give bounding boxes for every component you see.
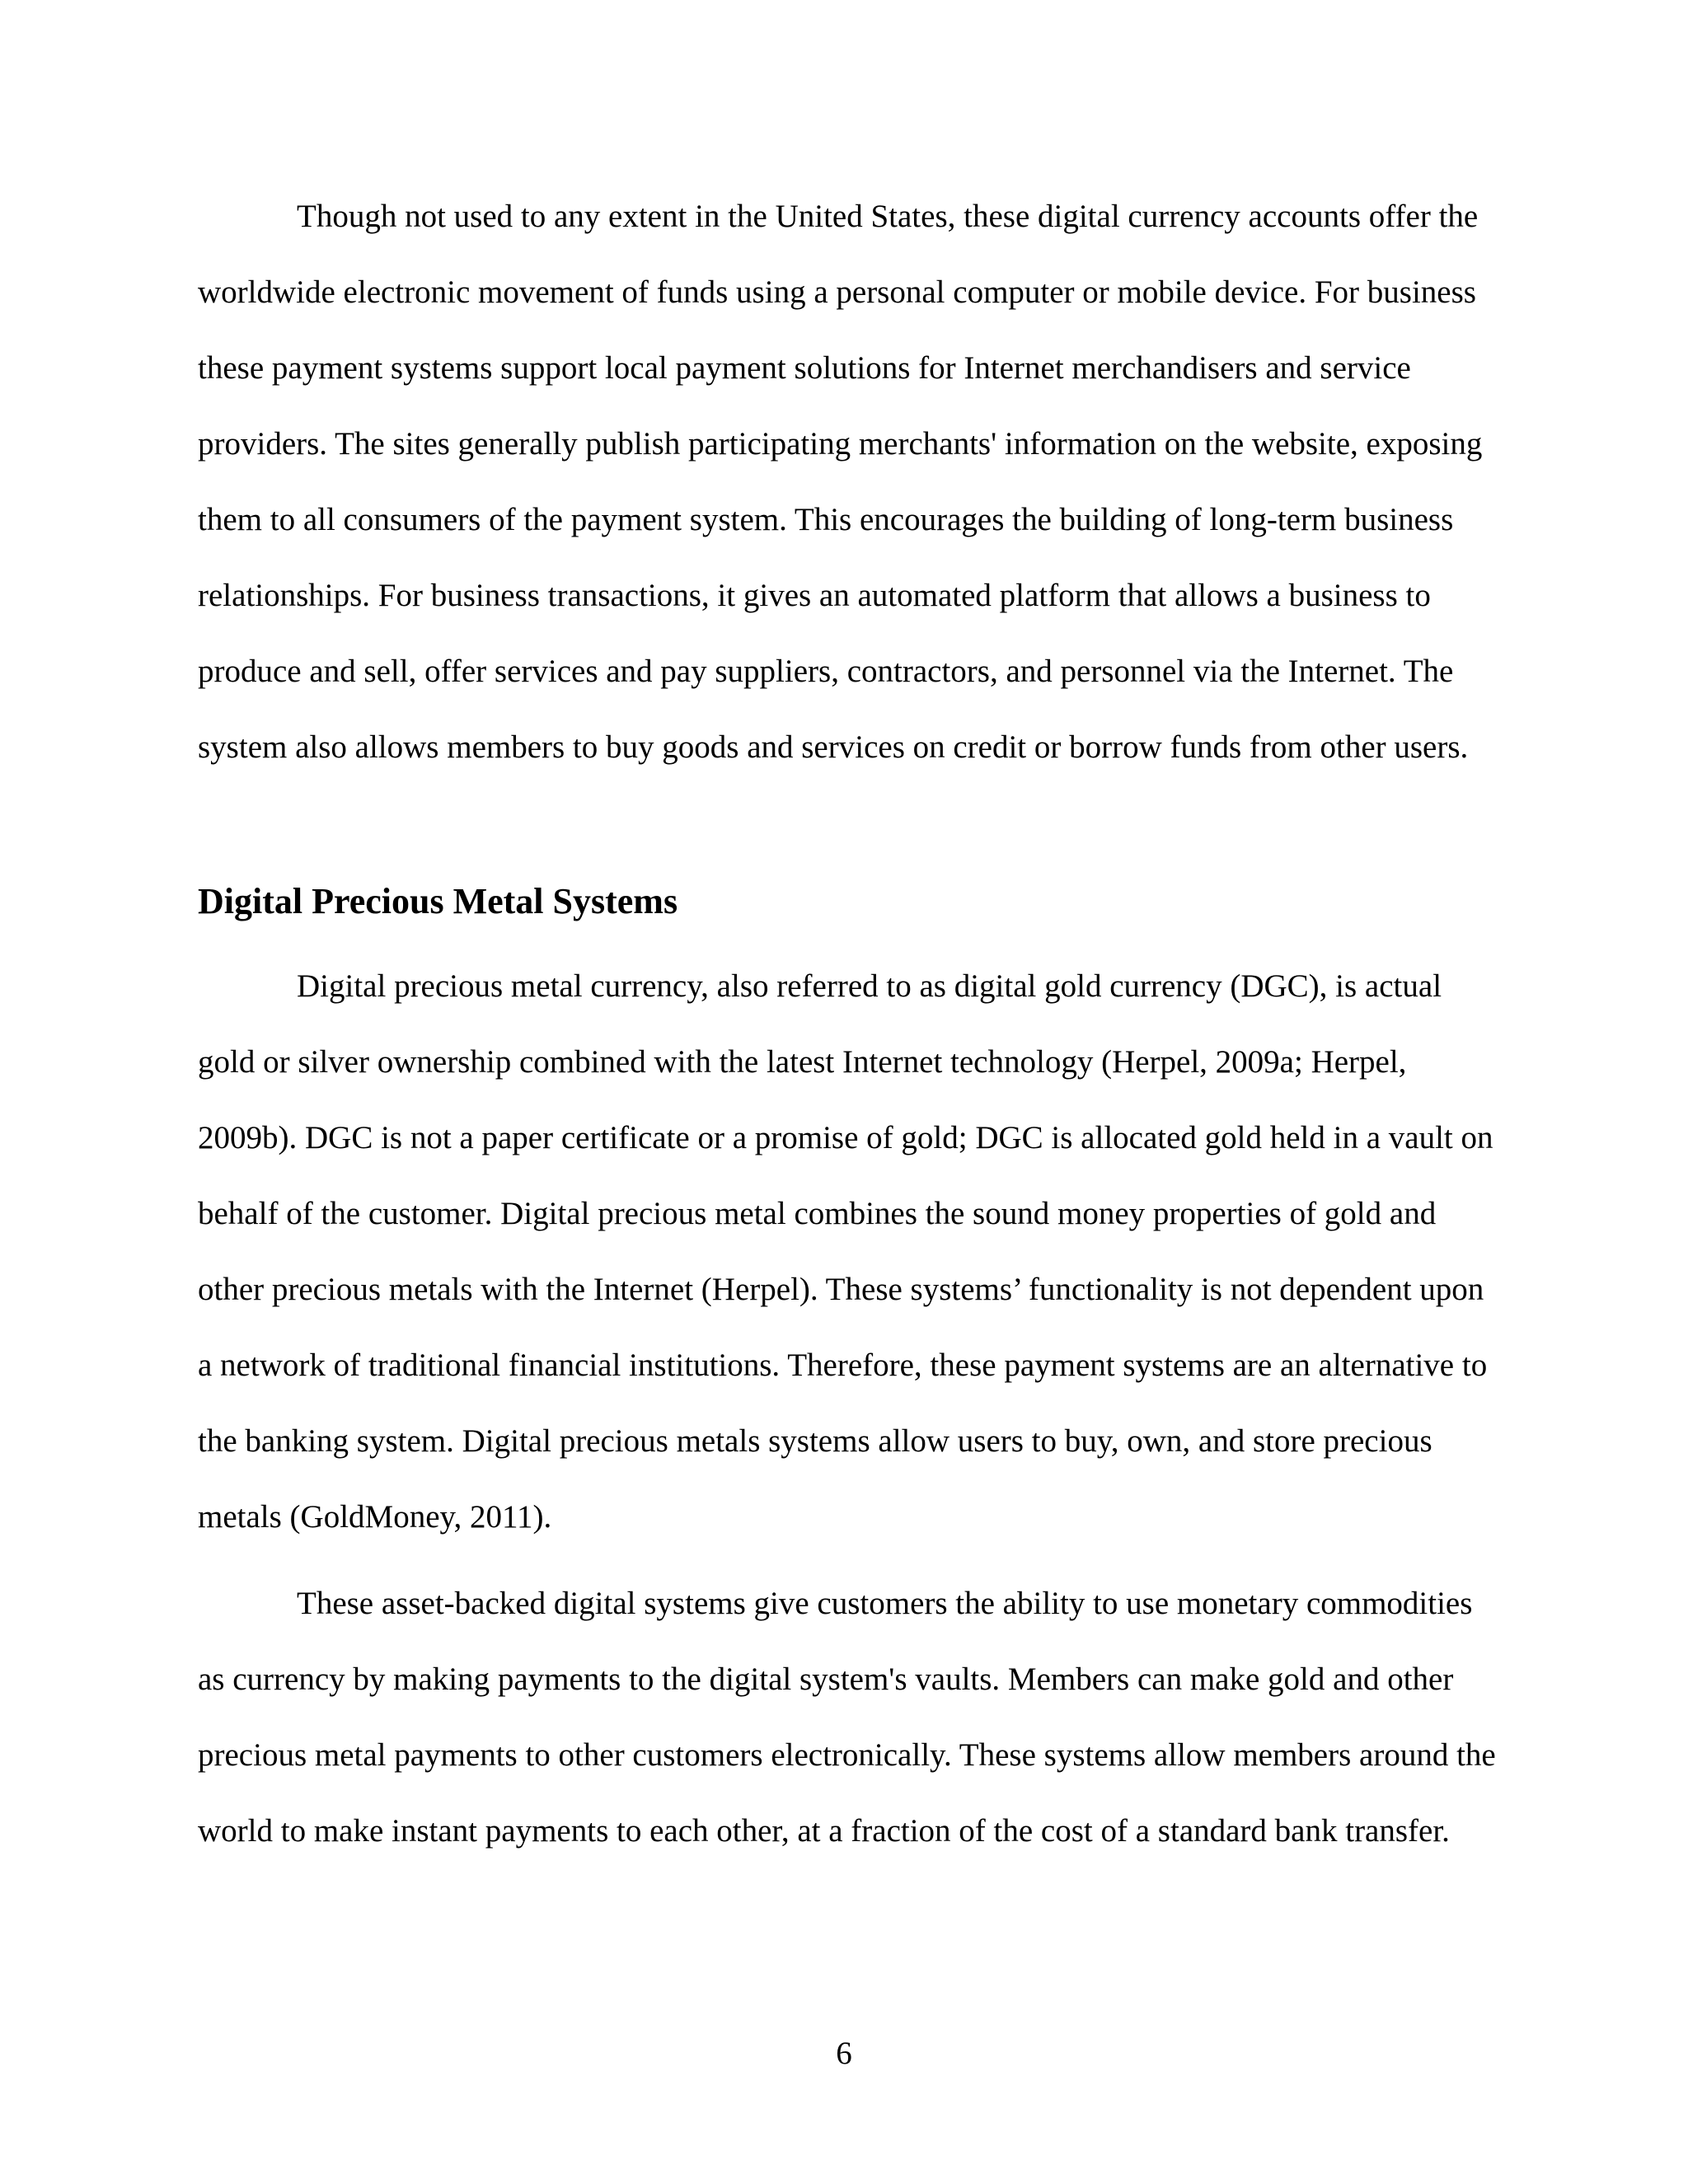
paragraph-asset-backed-text: These asset-backed digital systems give customers the ability to use monetary commodities as currency by making payments to the digital system's vaults. Members can make gold and other precious metal payments to other customers electronically. These systems allow members around the world to make instant payments to each other, at a fraction of the cost of a standard bank transfer. — [198, 1586, 1496, 1849]
paragraph-dgc-definition-text: Digital precious metal currency, also referred to as digital gold currency (DGC), is actual gold or silver ownership combined with the latest Internet technology (Herpel, 2009a; Herpel, 2009b). DGC is not a paper certificate or a promise of gold; DGC is allocated gold held in a vault on behalf of the customer. Digital precious metal combines the sound money properties of gold and other precious metals with the Internet (Herpel). These systems’ functionality is not dependent upon a network of traditional financial institutions. Therefore, these payment systems are an alternative to the banking system. Digital precious metals systems allow users to buy, own, and store precious metals (GoldMoney, 2011). — [198, 968, 1493, 1535]
paragraph-dgc-definition — [198, 949, 1496, 1555]
paragraph-asset-backed — [198, 1566, 1496, 1869]
paragraph-intro — [198, 179, 1496, 785]
paragraph-intro-text: Though not used to any extent in the United States, these digital currency accounts offer the worldwide electronic movement of funds using a personal computer or mobile device. For business these payment systems support local payment solutions for Internet merchandisers and service providers. The sites generally publish participating merchants' information on the website, exposing them to all consumers of the payment system. This encourages the building of long-term business relationships. For business transactions, it gives an automated platform that allows a business to produce and sell, offer services and pay suppliers, contractors, and personnel via the Internet. The system also allows members to buy goods and services on credit or borrow funds from other users. — [198, 199, 1483, 765]
page-number: 6 — [836, 2036, 852, 2071]
section-heading: Digital Precious Metal Systems — [198, 881, 678, 921]
